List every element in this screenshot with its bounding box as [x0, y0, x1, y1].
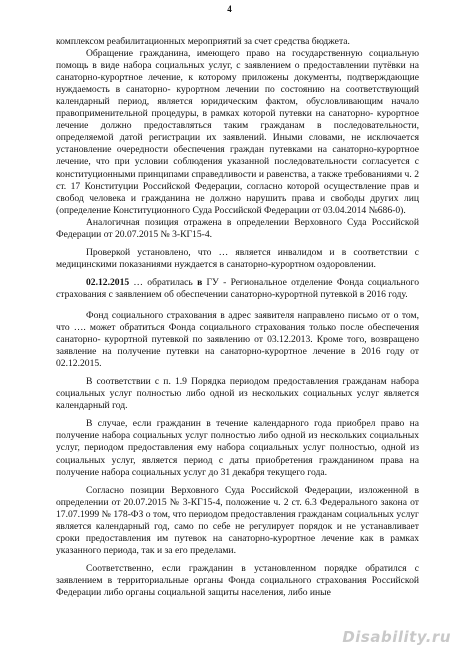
paragraph-5-emphasis: в	[197, 276, 203, 288]
paragraph-9: Согласно позиции Верховного Суда Российской Федерации, изложенной в определении от 20.07.2015 № 3-КГ15-4, положение ч. 2 ст. 6.3 Федерального закона от 17.07.1999 № 178-ФЗ о том, что периодом предоставления гражданам социальных услуг является календарный год, само по себе не регулирует порядок и не устанавливает сроки предоставления им путевок на санаторно-курортное лечение как в рамках указанного периода, так и за его пределами.	[56, 484, 419, 556]
paragraph-1: комплексом реабилитационных мероприятий за счет средства бюджета.	[56, 36, 350, 47]
paragraph-5	[56, 277, 419, 301]
paragraph-4: Проверкой установлено, что … является инвалидом и в соответствии с медицинскими показаниями нуждается в санаторно-курортном оздоровлении.	[56, 246, 419, 270]
application-date: 02.12.2015	[86, 276, 130, 288]
paragraph-5-text: ГУ - Региональное отделение Фонда социального страхования с заявлением об обеспечении санаторно-курортной путевкой в 2016 году.	[56, 276, 420, 300]
paragraph-3: Аналогичная позиция отражена в определении Верховного Суда Российской Федерации от 20.07.2015 № 3-КГ15-4.	[56, 216, 419, 240]
document-body	[56, 36, 419, 599]
paragraph-6: Фонд социального страхования в адрес заявителя направлено письмо от о том, что …. может обратиться Фонда социального страхования только после обеспечения санаторно- курортной путевкой по заявлению от 03.12.2013. Кроме того, возвращено заявление на получение путевки на санаторно-курортное лечение в 2016 году от 02.12.2015.	[56, 309, 419, 370]
page-number: 4	[227, 4, 232, 14]
paragraph-8: В случае, если гражданин в течение календарного года приобрел право на получение набора социальных услуг полностью либо одной из нескольких социальных услуг, периодом предоставления ему набора социальных услуг полностью, одной из социальных услуг, является период с даты приобретения гражданином права на получение набора социальных услуг до 31 декабря текущего года.	[56, 418, 419, 478]
paragraph-7: В соответствии с п. 1.9 Порядка периодом предоставления гражданам набора социальных услуг полностью либо одной из нескольких социальных услуг является календарный год.	[56, 376, 419, 412]
site-watermark: Disability.ru	[342, 628, 451, 646]
paragraph-5-mid: … обратилась	[129, 276, 198, 288]
paragraph-10: Соответственно, если гражданин в установленном порядке обратился с заявлением в территориальные органы Фонда социального страхования Российской Федерации либо органы социальной защиты населения, либо иные	[56, 562, 419, 598]
paragraph-2: Обращение гражданина, имеющего право на государственную социальную помощь в виде набора социальных услуг, с заявлением о предоставлении путёвки на санаторно-курортное лечение, к которому приложены документы, подтверждающие нуждаемость в санаторно- курортном лечении по состоянию на соответствующий календарный период, является юридическим фактом, обусловливающим начало правоприменительной процедуры, в рамках которой путевки на санаторно- курортное лечение должно предоставляться таким гражданам в последовательности, определяемой датой регистрации их заявлений. Иными словами, не исключается установление очередности обеспечения граждан путевками на санаторно-курортное лечение, что при условии соблюдения указанной последовательности согласуется с конституционными принципами справедливости и равенства, а также требованиями ч. 2 ст. 17 Конституции Российской Федерации, согласно которой осуществление прав и свобод человека и гражданина не должно нарушить права и свободы других лиц (определение Конституционного Суда Российской Федерации от 03.04.2014 №686-0).	[56, 48, 419, 216]
